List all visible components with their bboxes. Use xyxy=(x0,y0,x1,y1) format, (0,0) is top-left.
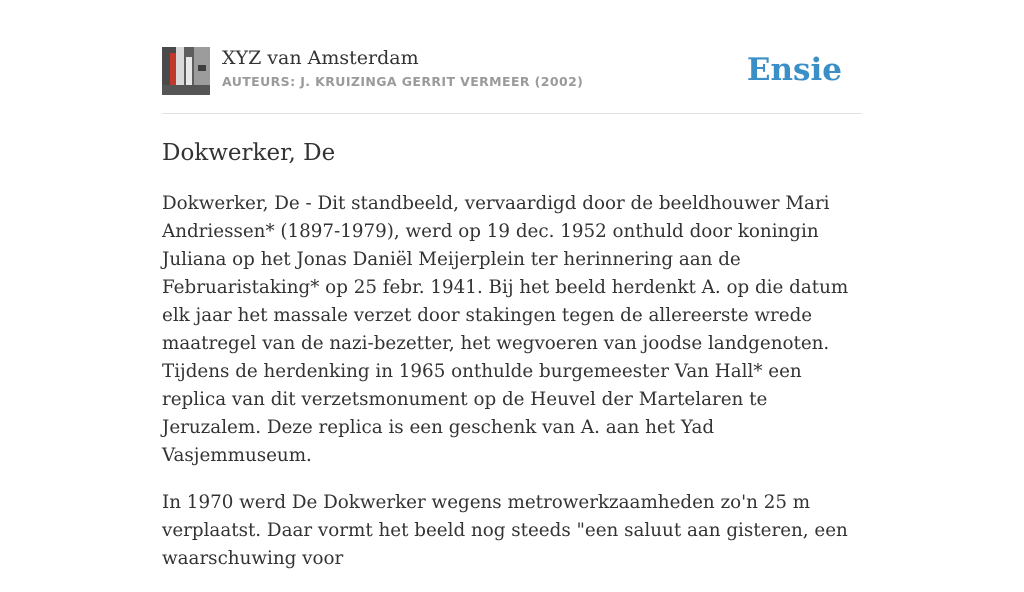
entry-title: Dokwerker, De xyxy=(162,140,336,166)
book-cover-icon xyxy=(162,47,210,95)
entry-header xyxy=(162,46,862,96)
entry-paragraph-1: Dokwerker, De - Dit standbeeld, vervaardigd door de beeldhouwer Mari Andriessen* (1897-1979), werd op 19 dec. 1952 onthuld door koningin Juliana op het Jonas Daniël Meijerplein ter herinnering aan de Februaristaking* op 25 febr. 1941. Bij het beeld herdenkt A. op die datum elk jaar het massale verzet door stakingen tegen de allereerste wrede maatregel van de nazi-bezetter, het wegvoeren van joodse landgenoten. Tijdens de herdenking in 1965 onthulde burgemeester Van Hall* een replica van dit verzetsmonument op de Heuvel der Martelaren te Jeruzalem. Deze replica is een geschenk van A. aan het Yad Vasjemmuseum. xyxy=(162,193,849,466)
header-divider xyxy=(162,113,862,114)
ensie-logo[interactable]: Ensie xyxy=(746,52,842,88)
book-title-link[interactable]: XYZ van Amsterdam xyxy=(222,47,419,69)
book-cover-avatar[interactable] xyxy=(162,47,210,95)
entry-content xyxy=(162,190,862,592)
entry-paragraph-2: In 1970 werd De Dokwerker wegens metrowerkzaamheden zo'n 25 m verplaatst. Daar vormt het beeld nog steeds "een saluut aan gisteren, een waarschuwing voor xyxy=(162,492,848,569)
authors-line: AUTEURS: J. KRUIZINGA GERRIT VERMEER (2002) xyxy=(222,74,584,89)
